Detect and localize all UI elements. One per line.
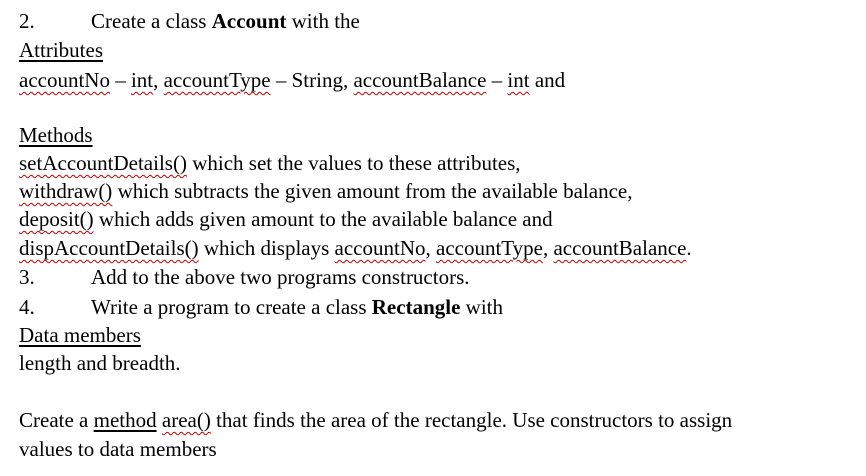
attr-end: and <box>529 68 566 92</box>
attr-accountno: accountNo <box>19 68 110 92</box>
q2-number: 2. <box>19 9 35 33</box>
method-4-name: dispAccountDetails() <box>19 236 199 260</box>
q4-task-area: area() <box>161 408 211 432</box>
attributes-heading: Attributes <box>19 38 103 62</box>
q2-intro-end: with the <box>286 9 360 33</box>
method-1-name: setAccountDetails() <box>19 151 187 175</box>
method-1-line <box>19 150 521 176</box>
q2-intro: Create a class <box>91 9 212 33</box>
q4-task-line-2 <box>19 436 217 462</box>
attr-dash-2: – String, <box>270 68 354 92</box>
method-4-attr-1: accountNo <box>334 236 426 260</box>
attributes-line <box>19 67 565 93</box>
attr-sep-1: , <box>153 68 164 92</box>
method-4-end: . <box>686 236 692 260</box>
attr-type-int-1: int <box>130 68 154 92</box>
q4-class-name: Rectangle <box>371 295 461 319</box>
attr-dash-3: – <box>486 68 508 92</box>
q3-line <box>19 264 470 290</box>
method-1-desc: which set the values to these attributes, <box>186 151 521 175</box>
data-members-text: length and breadth. <box>19 351 181 375</box>
method-4-sep-1: , <box>425 236 436 260</box>
q3-number: 3. <box>19 265 35 289</box>
method-2-desc: which subtracts the given amount from the available balance, <box>112 179 633 203</box>
method-3-line <box>19 206 553 232</box>
method-3-desc: which adds given amount to the available balance and <box>93 207 553 231</box>
method-4-attr-2: accountType <box>436 236 543 260</box>
data-members-line <box>19 350 181 376</box>
data-members-heading-line <box>19 322 141 348</box>
q3-text: Add to the above two programs constructors. <box>91 265 470 289</box>
method-3-name: deposit() <box>19 207 94 231</box>
method-4-line <box>19 235 692 261</box>
q4-number: 4. <box>19 295 35 319</box>
q4-task-line-1 <box>19 407 732 433</box>
attr-accountbalance: accountBalance <box>353 68 487 92</box>
method-2-line <box>19 178 632 204</box>
q2-heading-line <box>19 8 360 34</box>
q4-task-line-2-text: values to data members <box>19 437 217 461</box>
q4-intro-end: with <box>460 295 503 319</box>
q4-heading-line <box>19 294 503 320</box>
method-4-attr-3: accountBalance <box>553 236 687 260</box>
q4-intro: Write a program to create a class <box>91 295 372 319</box>
method-4-sep-2: , <box>542 236 554 260</box>
methods-heading: Methods <box>19 123 93 147</box>
data-members-heading: Data members <box>19 323 141 347</box>
q4-task-start: Create a <box>19 408 94 432</box>
method-4-desc: which displays <box>198 236 335 260</box>
attr-accounttype: accountType <box>163 68 271 92</box>
methods-heading-line <box>19 122 93 148</box>
attr-type-int-2: int <box>507 68 530 92</box>
attr-dash-1: – <box>109 68 131 92</box>
q2-class-name: Account <box>211 9 287 33</box>
q4-task-method-word: method <box>93 408 157 432</box>
method-2-name: withdraw() <box>19 179 113 203</box>
attributes-heading-line <box>19 37 103 63</box>
q4-task-end: that finds the area of the rectangle. Use constructors to assign <box>210 408 733 432</box>
